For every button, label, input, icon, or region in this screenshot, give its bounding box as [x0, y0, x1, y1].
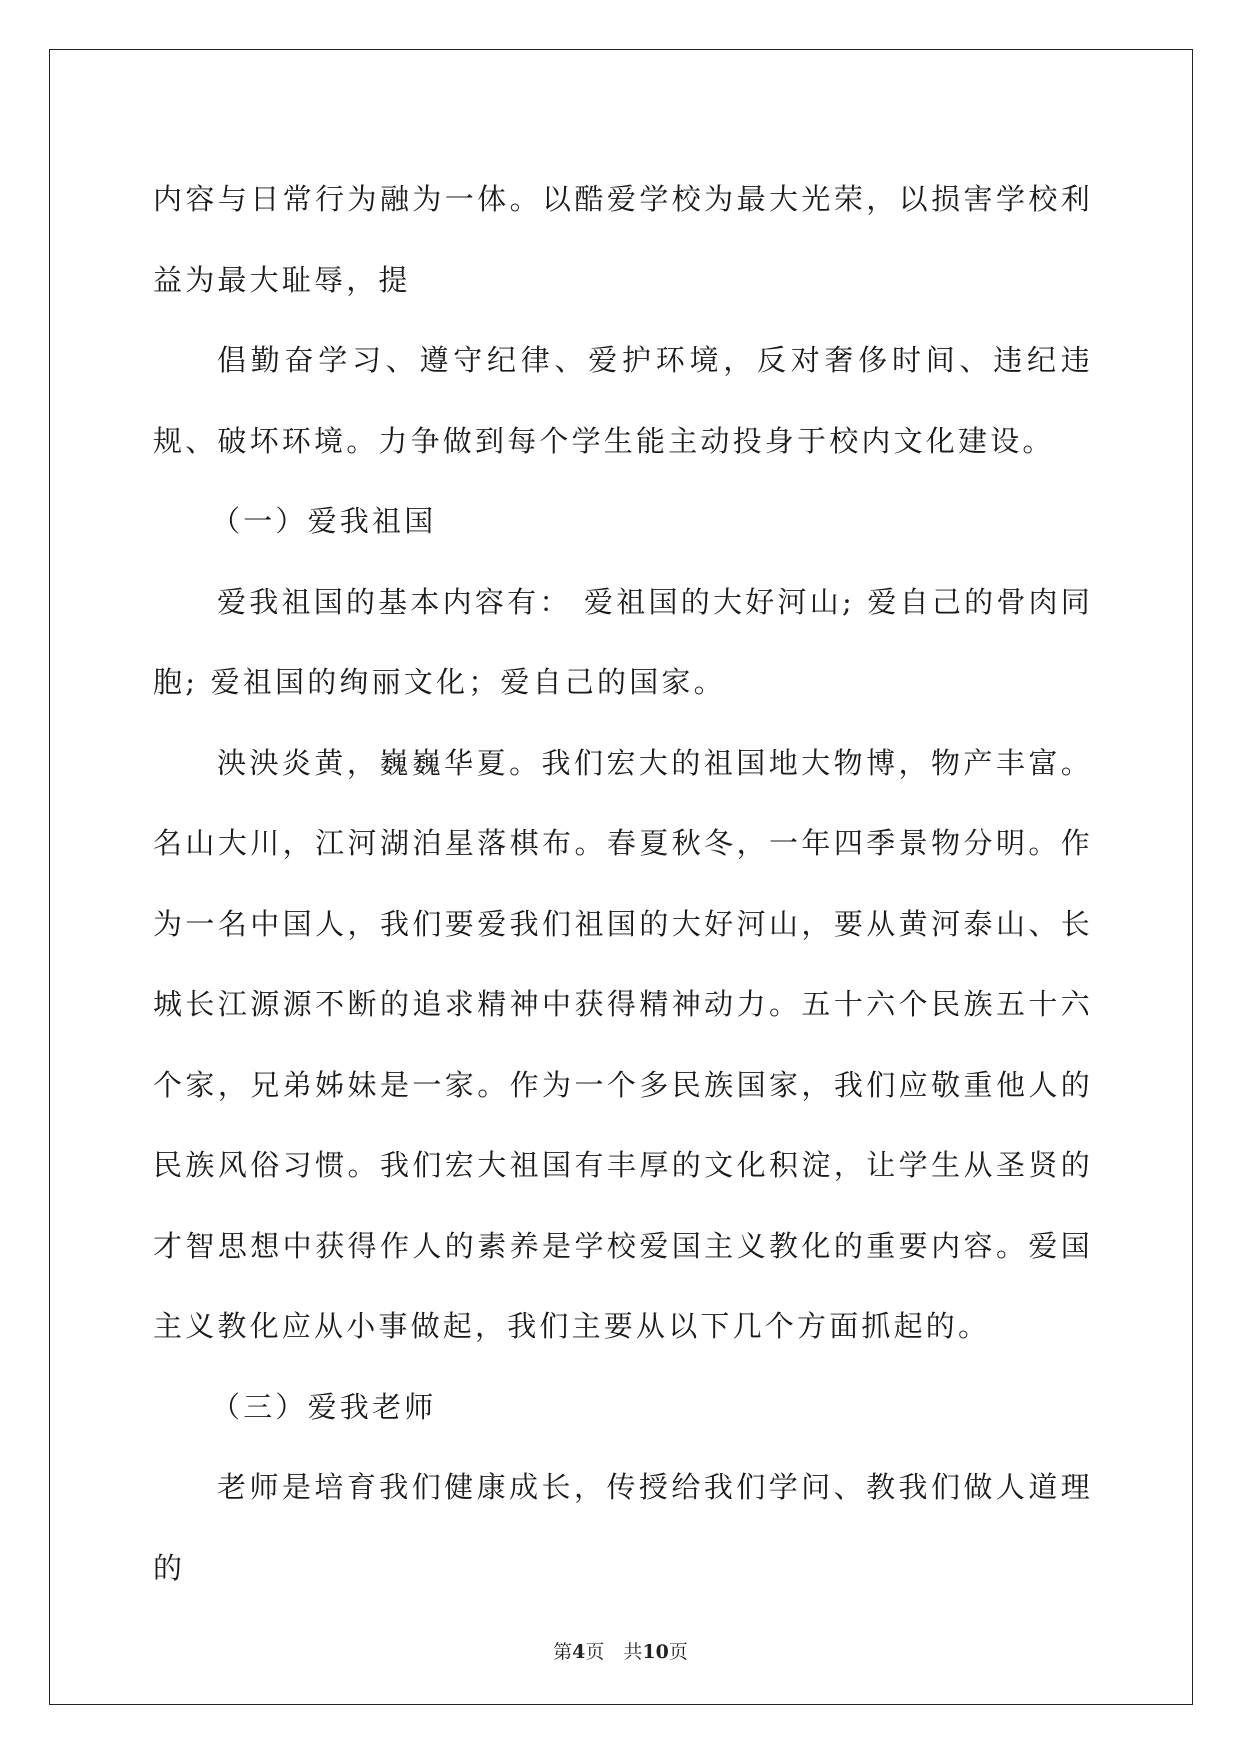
paragraph: 爱我祖国的基本内容有： 爱祖国的大好河山; 爱自己的骨肉同胞; 爱祖国的绚丽文化；爱自己的国家。 — [153, 584, 1093, 699]
paragraph: 倡勤奋学习、遵守纪律、爱护环境，反对奢侈时间、违纪违规、破坏环境。力争做到每个学生能主动投身于校内文化建设。 — [153, 343, 1093, 458]
document-body — [153, 159, 1093, 1608]
current-page-number: 4 — [572, 1641, 586, 1663]
footer-middle: 页 共 — [585, 1641, 643, 1663]
section-heading: （一）爱我祖国 — [211, 504, 437, 538]
page-footer — [0, 1637, 1241, 1664]
section-heading: （三）爱我老师 — [211, 1389, 437, 1424]
footer-suffix: 页 — [668, 1641, 688, 1663]
total-pages-number: 10 — [642, 1641, 669, 1663]
paragraph: 泱泱炎黄，巍巍华夏。我们宏大的祖国地大物博，物产丰富。名山大川，江河湖泊星落棋布。春夏秋冬，一年四季景物分明。作为一名中国人，我们要爱我们祖国的大好河山，要从黄河泰山、长城长江源源不断的追求精神中获得精神动力。五十六个民族五十六个家，兄弟姊妹是一家。作为一个多民族国家，我们应敬重他人的民族风俗习惯。我们宏大祖国有丰厚的文化积淀，让学生从圣贤的才智思想中获得作人的素养是学校爱国主义教化的重要内容。爱国主义教化应从小事做起，我们主要从以下几个方面抓起的。 — [153, 745, 1093, 1343]
paragraph: 内容与日常行为融为一体。以酷爱学校为最大光荣，以损害学校利益为最大耻辱，提 — [153, 182, 1093, 297]
footer-prefix: 第 — [553, 1641, 573, 1663]
paragraph: 老师是培育我们健康成长，传授给我们学问、教我们做人道理的 — [153, 1470, 1093, 1585]
